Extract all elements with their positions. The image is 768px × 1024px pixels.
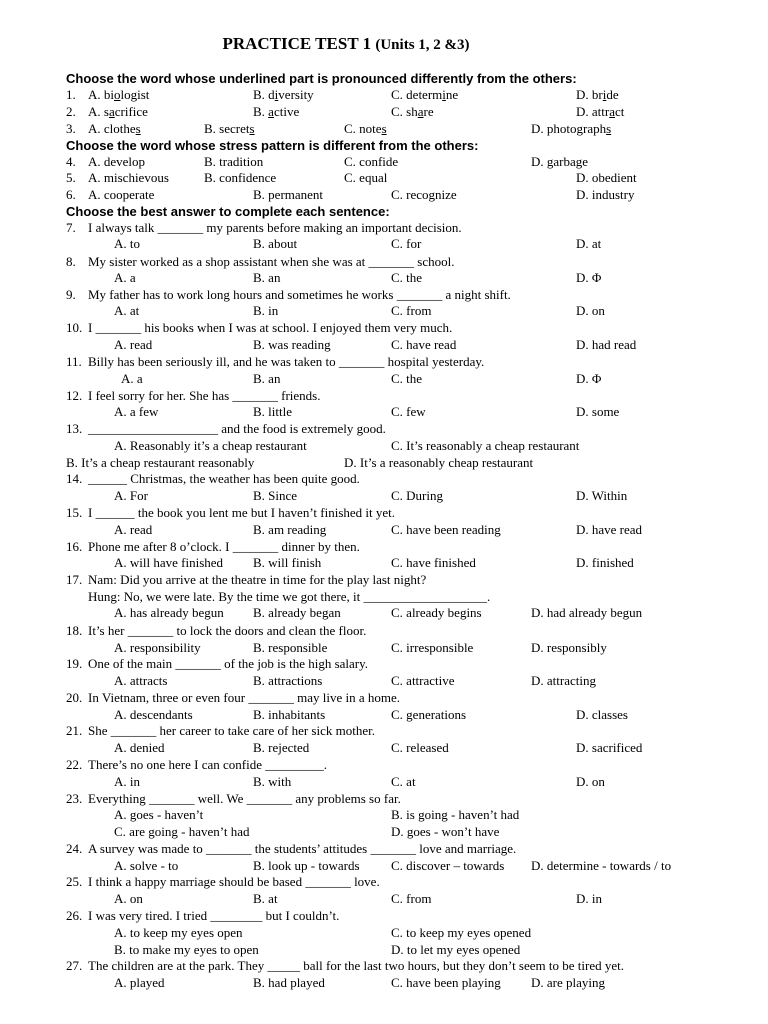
question-row [66, 319, 756, 336]
underlined-part: a [417, 104, 424, 119]
answer-option: D. industry [576, 187, 635, 202]
question-row [66, 387, 756, 404]
answer-option: D. on [576, 774, 605, 789]
answer-option: B. diversity [253, 87, 314, 102]
answer-option: A. denied [114, 740, 165, 755]
options-row [66, 521, 756, 538]
question-number: 2. [66, 104, 76, 119]
question-text: There’s no one here I can confide _________. [88, 757, 327, 772]
answer-option: A. attracts [114, 673, 168, 688]
question-number: 1. [66, 87, 76, 102]
question-number: 20. [66, 690, 83, 705]
answer-option: B. will finish [253, 555, 322, 570]
answer-option: D. determine - towards / to [531, 858, 672, 873]
answer-option: A. a few [114, 404, 159, 419]
answer-option: D. Φ [576, 270, 602, 285]
answer-option: B. little [253, 404, 292, 419]
options-row [66, 706, 756, 723]
answer-option: A. at [114, 303, 140, 318]
answer-option: A. descendants [114, 707, 193, 722]
answer-option: D. have read [576, 522, 643, 537]
answer-option: A. read [114, 337, 153, 352]
question-row [66, 790, 756, 807]
question-row [66, 470, 756, 487]
question-row [66, 219, 756, 236]
answer-option: C. share [391, 104, 434, 119]
answer-option: B. active [253, 104, 300, 119]
options-row [66, 454, 756, 471]
question-row [66, 840, 756, 857]
answer-option: C. few [391, 404, 426, 419]
answer-option: B. permanent [253, 187, 324, 202]
answer-option: C. attractive [391, 673, 455, 688]
question-number: 27. [66, 958, 83, 973]
question-row [66, 756, 756, 773]
underlined-part: i [274, 87, 279, 102]
question-text: I was very tired. I tried ________ but I couldn’t. [88, 908, 340, 923]
question-row [66, 103, 756, 120]
answer-option: D. attract [576, 104, 625, 119]
question-text: I think a happy marriage should be based _______ love. [88, 874, 380, 889]
question-number: 13. [66, 421, 83, 436]
answer-option: A. For [114, 488, 148, 503]
options-row [66, 169, 756, 186]
title-subtitle: (Units 1, 2 &3) [375, 37, 470, 53]
answer-option: C. recognize [391, 187, 457, 202]
answer-option: C. have read [391, 337, 457, 352]
answer-option: C. confide [344, 154, 399, 169]
options-row [66, 857, 756, 874]
answer-option: C. from [391, 303, 432, 318]
answer-option: B. an [253, 270, 281, 285]
answer-option: A. has already begun [114, 605, 224, 620]
question-text: It’s her _______ to lock the doors and clean the floor. [88, 623, 367, 638]
question-row [66, 353, 756, 370]
answer-option: D. Within [576, 488, 628, 503]
question-number: 26. [66, 908, 83, 923]
options-row [66, 924, 756, 941]
options-row [66, 370, 756, 387]
question-text: My father has to work long hours and sometimes he works _______ a night shift. [88, 287, 511, 302]
answer-option: C. have been reading [391, 522, 501, 537]
question-text: She _______ her career to take care of her sick mother. [88, 723, 375, 738]
answer-option: B. am reading [253, 522, 327, 537]
answer-option: B. tradition [204, 154, 264, 169]
answer-option: B. in [253, 303, 279, 318]
options-row [66, 235, 756, 252]
question-row [66, 722, 756, 739]
question-text: A survey was made to _______ the students’ attitudes _______ love and marriage. [88, 841, 517, 856]
question-text: One of the main _______ of the job is the high salary. [88, 656, 369, 671]
options-row [66, 890, 756, 907]
question-row [66, 120, 756, 137]
underlined-part: o [114, 87, 121, 102]
answer-option: A. responsibility [114, 640, 201, 655]
answer-option: A. a [114, 270, 136, 285]
options-row [66, 974, 756, 991]
answer-option: D. some [576, 404, 620, 419]
answer-option: A. sacrifice [88, 104, 148, 119]
answer-option: C. determine [391, 87, 459, 102]
answer-option: D. bride [576, 87, 619, 102]
answer-option: B. about [253, 236, 298, 251]
question-number: 19. [66, 656, 83, 671]
options-row [66, 773, 756, 790]
section-heading: Choose the word whose underlined part is pronounced differently from the others: [66, 71, 577, 86]
section-heading: Choose the word whose stress pattern is different from the others: [66, 138, 479, 153]
options-row [66, 336, 756, 353]
question-number: 11. [66, 354, 82, 369]
answer-option: B. had played [253, 975, 325, 990]
answer-option: B. responsible [253, 640, 328, 655]
question-number: 7. [66, 220, 76, 235]
answer-option: B. It’s a cheap restaurant reasonably [66, 455, 255, 470]
answer-option: B. already began [253, 605, 341, 620]
question-number: 24. [66, 841, 83, 856]
answer-option: C. the [391, 371, 423, 386]
question-number: 14. [66, 471, 83, 486]
answer-option: C. released [391, 740, 449, 755]
answer-option: C. at [391, 774, 416, 789]
answer-option: D. garbage [531, 154, 589, 169]
answer-option: C. discover – towards [391, 858, 505, 873]
question-row [66, 655, 756, 672]
answer-option: D. had read [576, 337, 637, 352]
underlined-part: s [606, 121, 612, 136]
answer-option: A. Reasonably it’s a cheap restaurant [114, 438, 307, 453]
answer-option: B. rejected [253, 740, 310, 755]
options-row [66, 302, 756, 319]
question-number: 6. [66, 187, 76, 202]
options-row [66, 437, 756, 454]
answer-option: A. on [114, 891, 143, 906]
answer-option: C. have been playing [391, 975, 501, 990]
answer-option: D. had already begun [531, 605, 643, 620]
underlined-part: s [135, 121, 141, 136]
answer-option: B. an [253, 371, 281, 386]
answer-option: D. in [576, 891, 602, 906]
answer-option: A. in [114, 774, 140, 789]
question-row [66, 504, 756, 521]
options-row [66, 739, 756, 756]
question-number: 10. [66, 320, 83, 335]
answer-option: C. During [391, 488, 443, 503]
answer-option: B. secrets [204, 121, 255, 136]
question-number: 8. [66, 254, 76, 269]
answer-option: C. already begins [391, 605, 482, 620]
question-row [66, 253, 756, 270]
question-row [66, 622, 756, 639]
answer-option: A. played [114, 975, 165, 990]
answer-option: B. with [253, 774, 292, 789]
question-text: ____________________ and the food is extremely good. [88, 421, 386, 436]
options-row [66, 941, 756, 958]
answer-option: D. are playing [531, 975, 606, 990]
underlined-part: a [108, 104, 115, 119]
answer-option: A. develop [88, 154, 146, 169]
underlined-part: i [602, 87, 607, 102]
title-text: PRACTICE TEST 1 [222, 34, 372, 53]
options-row [66, 604, 756, 621]
underlined-part: a [268, 104, 274, 119]
options-row [66, 639, 756, 656]
question-row [66, 538, 756, 555]
answer-option: A. biologist [88, 87, 150, 102]
answer-option: D. attracting [531, 673, 596, 688]
answer-option: D. finished [576, 555, 634, 570]
answer-option: A. solve - to [114, 858, 179, 873]
answer-option: D. to let my eyes opened [391, 942, 521, 957]
answer-option: C. from [391, 891, 432, 906]
question-row [66, 907, 756, 924]
options-row [66, 153, 756, 170]
answer-option: D. Φ [576, 371, 602, 386]
question-text: I ______ the book you lent me but I haven’t finished it yet. [88, 505, 396, 520]
underlined-part: a [609, 104, 615, 119]
question-number: 5. [66, 170, 76, 185]
question-number: 25. [66, 874, 83, 889]
answer-option: A. to keep my eyes open [114, 925, 243, 940]
question-text: Nam: Did you arrive at the theatre in time for the play last night? [88, 572, 427, 587]
answer-option: D. goes - won’t have [391, 824, 500, 839]
question-text: The children are at the park. They _____ ball for the last two hours, but they don’t seem to be tired yet. [88, 958, 624, 973]
options-row [66, 554, 756, 571]
question-number: 22. [66, 757, 83, 772]
answer-option: C. the [391, 270, 423, 285]
answer-option: D. responsibly [531, 640, 607, 655]
underlined-part: s [381, 121, 387, 136]
answer-option: C. to keep my eyes opened [391, 925, 532, 940]
answer-option: B. confidence [204, 170, 277, 185]
answer-option: A. will have finished [114, 555, 224, 570]
answer-option: A. mischievous [88, 170, 169, 185]
options-row [66, 823, 756, 840]
question-row [66, 571, 756, 588]
answer-option: D. at [576, 236, 602, 251]
answer-option: C. It’s reasonably a cheap restaurant [391, 438, 580, 453]
question-number: 16. [66, 539, 83, 554]
answer-option: Hung: No, we were late. By the time we got there, it ___________________. [88, 589, 491, 604]
question-number: 18. [66, 623, 83, 638]
section-heading: Choose the best answer to complete each sentence: [66, 204, 390, 219]
question-row [66, 689, 756, 706]
options-row [66, 269, 756, 286]
answer-option: A. clothes [88, 121, 141, 136]
question-number: 12. [66, 388, 83, 403]
underlined-part: s [249, 121, 255, 136]
question-text: Everything _______ well. We _______ any problems so far. [88, 791, 401, 806]
question-number: 15. [66, 505, 83, 520]
question-text: I _______ his books when I was at school. I enjoyed them very much. [88, 320, 453, 335]
answer-option: D. obedient [576, 170, 637, 185]
answer-option: A. goes - haven’t [114, 807, 204, 822]
answer-option: B. to make my eyes to open [114, 942, 259, 957]
answer-option: D. classes [576, 707, 628, 722]
answer-option: C. equal [344, 170, 388, 185]
answer-option: D. It’s a reasonably cheap restaurant [344, 455, 534, 470]
question-row [66, 873, 756, 890]
answer-option: C. for [391, 236, 422, 251]
question-text: ______ Christmas, the weather has been quite good. [88, 471, 360, 486]
question-row [66, 957, 756, 974]
options-row [66, 672, 756, 689]
underlined-part: i [442, 87, 446, 102]
answer-option: B. look up - towards [253, 858, 360, 873]
question-number: 17. [66, 572, 83, 587]
answer-option: B. attractions [253, 673, 323, 688]
question-row [66, 86, 756, 103]
options-row [66, 806, 756, 823]
question-number: 9. [66, 287, 76, 302]
question-row [66, 286, 756, 303]
options-row [66, 186, 756, 203]
answer-option: B. at [253, 891, 278, 906]
answer-option: C. notes [344, 121, 387, 136]
question-number: 4. [66, 154, 76, 169]
answer-option: A. read [114, 522, 153, 537]
answer-option: B. Since [253, 488, 298, 503]
answer-option: A. to [114, 236, 140, 251]
answer-option: C. have finished [391, 555, 476, 570]
question-number: 3. [66, 121, 76, 136]
answer-option: D. photographs [531, 121, 612, 136]
question-text: In Vietnam, three or even four _______ may live in a home. [88, 690, 400, 705]
answer-option: C. are going - haven’t had [114, 824, 250, 839]
page-title [66, 34, 626, 54]
question-text: I always talk _______ my parents before making an important decision. [88, 220, 462, 235]
question-text: My sister worked as a shop assistant when she was at _______ school. [88, 254, 455, 269]
answer-option: D. sacrificed [576, 740, 643, 755]
answer-option: D. on [576, 303, 605, 318]
question-number: 23. [66, 791, 83, 806]
options-row [66, 403, 756, 420]
options-row [66, 487, 756, 504]
question-number: 21. [66, 723, 83, 738]
answer-option: B. inhabitants [253, 707, 326, 722]
options-row [66, 588, 756, 605]
answer-option: B. is going - haven’t had [391, 807, 520, 822]
question-row [66, 420, 756, 437]
answer-option: C. generations [391, 707, 467, 722]
answer-option: C. irresponsible [391, 640, 474, 655]
answer-option: B. was reading [253, 337, 331, 352]
answer-option: A. cooperate [88, 187, 155, 202]
answer-option: A. a [121, 371, 143, 386]
question-text: I feel sorry for her. She has _______ friends. [88, 388, 321, 403]
question-text: Billy has been seriously ill, and he was taken to _______ hospital yesterday. [88, 354, 485, 369]
question-text: Phone me after 8 o’clock. I _______ dinner by then. [88, 539, 360, 554]
